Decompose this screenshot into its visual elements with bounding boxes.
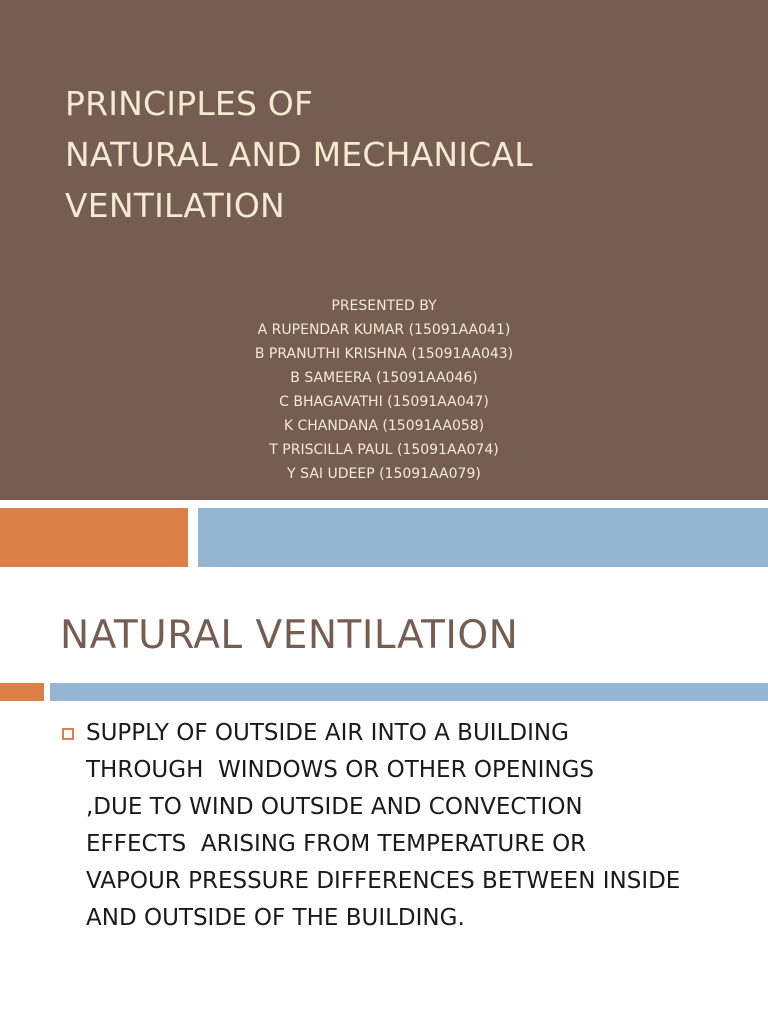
bullet-line: VAPOUR PRESSURE DIFFERENCES BETWEEN INSIDE (86, 868, 681, 894)
blue-accent-band (198, 508, 768, 567)
presented-by-label: PRESENTED BY (331, 298, 437, 314)
bullet-line: THROUGH WINDOWS OR OTHER OPENINGS (86, 757, 594, 783)
square-bullet-icon (62, 728, 74, 740)
bullet-line: ,DUE TO WIND OUTSIDE AND CONVECTION (86, 794, 583, 820)
presenter-item: C BHAGAVATHI (15091AA047) (279, 394, 489, 410)
bullet-line: EFFECTS ARISING FROM TEMPERATURE OR (86, 831, 587, 857)
bullet-line: AND OUTSIDE OF THE BUILDING. (86, 905, 465, 931)
presenter-item: A RUPENDAR KUMAR (15091AA041) (257, 322, 511, 338)
title-line-3: VENTILATION (65, 186, 285, 225)
presenter-item: B SAMEERA (15091AA046) (290, 370, 478, 386)
bullet-line: SUPPLY OF OUTSIDE AIR INTO A BUILDING (86, 720, 569, 746)
presenter-item: Y SAI UDEEP (15091AA079) (287, 466, 481, 482)
presenter-list (0, 294, 768, 486)
presenter-item: K CHANDANA (15091AA058) (283, 418, 485, 434)
presenter-item: T PRISCILLA PAUL (15091AA074) (269, 442, 499, 458)
title-slide (0, 0, 768, 500)
bullet-text (86, 715, 756, 937)
slide-heading: NATURAL VENTILATION (60, 613, 519, 658)
orange-accent-band (0, 508, 188, 567)
blue-accent-strip (50, 683, 768, 701)
title-line-1: PRINCIPLES OF (65, 84, 314, 123)
orange-accent-strip (0, 683, 44, 701)
slide-title (65, 78, 745, 231)
title-line-2: NATURAL AND MECHANICAL (65, 135, 533, 174)
presenter-item: B PRANUTHI KRISHNA (15091AA043) (254, 346, 514, 362)
